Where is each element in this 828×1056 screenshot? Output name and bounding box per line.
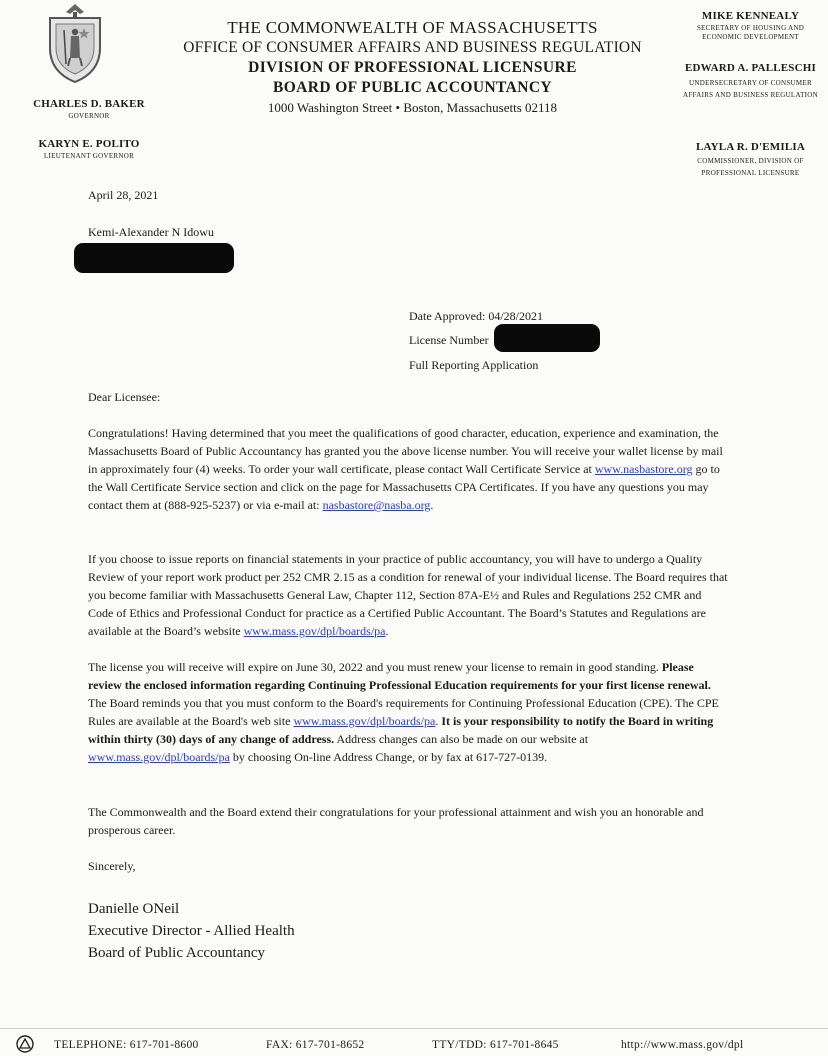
p3-period: . xyxy=(435,714,439,728)
signer-title: Executive Director - Allied Health xyxy=(88,923,295,939)
board-title: BOARD OF PUBLIC ACCOUNTANCY xyxy=(272,79,553,96)
redacted-address xyxy=(74,243,234,273)
board-website-link[interactable]: www.mass.gov/dpl/boards/pa xyxy=(243,624,386,638)
p4-text: The Commonwealth and the Board extend their congratulations for your professional attainment and wish you an honorable and prosperous career. xyxy=(88,805,704,837)
footer-telephone: TELEPHONE: 617-701-8600 xyxy=(54,1039,199,1051)
signer-name: Danielle ONeil xyxy=(88,901,180,917)
p2-end: . xyxy=(385,624,389,638)
commissioner-title: COMMISSIONER, DIVISION OF PROFESSIONAL LICENSURE xyxy=(697,157,804,177)
lieutenant-governor-block xyxy=(14,138,164,161)
p3-address-notice: It is your responsibility to notify the Board in writing within thirty (30) days of any change of address. xyxy=(88,714,714,746)
cpe-rules-link[interactable]: www.mass.gov/dpl/boards/pa xyxy=(293,714,436,728)
accessibility-icon xyxy=(16,1035,34,1053)
lieutenant-governor-name: KARYN E. POLITO xyxy=(38,138,140,150)
recipient-name: Kemi-Alexander N Idowu xyxy=(88,225,214,239)
signature-block xyxy=(88,898,295,964)
p3-fax-text: by choosing On-line Address Change, or by fax at 617-727-0139. xyxy=(229,750,548,764)
letter-date: April 28, 2021 xyxy=(88,188,159,202)
nasbastore-email-link[interactable]: nasbastore@nasba.org xyxy=(322,498,431,512)
secretary-title: SECRETARY OF HOUSING AND ECONOMIC DEVELOPMENT xyxy=(696,24,805,41)
undersecretary-name: EDWARD A. PALLESCHI xyxy=(684,62,817,74)
letterhead xyxy=(160,18,665,118)
p3-expiry-text: The license you will receive will expire on June 30, 2022 and you must renew your license to remain in good standing. xyxy=(88,660,659,674)
state-seal-icon xyxy=(44,2,106,84)
undersecretary-title: UNDERSECRETARY OF CONSUMER AFFAIRS AND BUSINESS REGULATION xyxy=(683,79,818,99)
secretary-block xyxy=(678,10,823,42)
paragraph-quality-review xyxy=(88,550,728,640)
p2-text: If you choose to issue reports on financial statements in your practice of public accountancy, you will have to undergo a Quality Review of your report work product per 252 CMR 2.15 as a condition for renewal of your individual license. The Board requires that you become familiar with Massachusetts General Law, Chapter 112, Section 87A-E½ and Rules and Regulations 252 CMR and Code of Ethics and Professional Conduct for practice as a Certified Public Accountant. The Board’s Statutes and Regulations are available at the Board’s website xyxy=(88,552,728,638)
commissioner-name: LAYLA R. D'EMILIA xyxy=(695,141,806,153)
undersecretary-block xyxy=(678,62,823,101)
closing-sincerely: Sincerely, xyxy=(88,859,136,873)
salutation: Dear Licensee: xyxy=(88,390,161,404)
governor-title: GOVERNOR xyxy=(68,112,110,120)
application-type: Full Reporting Application xyxy=(409,358,539,372)
p1-end: . xyxy=(430,498,434,512)
footer-website-link[interactable]: http://www.mass.gov/dpl xyxy=(621,1039,744,1051)
paragraph-renewal xyxy=(88,658,728,766)
date-approved: Date Approved: 04/28/2021 xyxy=(409,309,543,323)
address-change-link[interactable]: www.mass.gov/dpl/boards/pa xyxy=(88,750,230,764)
commissioner-block xyxy=(678,141,823,179)
secretary-name: MIKE KENNEALY xyxy=(701,10,800,22)
footer-fax: FAX: 617-701-8652 xyxy=(266,1039,365,1051)
governor-block xyxy=(14,98,164,121)
governor-name: CHARLES D. BAKER xyxy=(33,98,145,110)
p3-cpe-notice: Please review the enclosed information regarding Continuing Professional Education requirements for your first license renewal. xyxy=(88,660,711,692)
office-address: 1000 Washington Street • Boston, Massachusetts 02118 xyxy=(267,100,558,115)
p3-address-text: Address changes can also be made on our website at xyxy=(336,732,589,746)
license-number-label: License Number xyxy=(409,333,489,347)
office-title: OFFICE OF CONSUMER AFFAIRS AND BUSINESS REGULATION xyxy=(183,39,642,56)
paragraph-congratulations xyxy=(88,424,728,514)
p1-middle: go to the Wall Certificate Service section and click on the page for Massachusetts CPA Certificates. If you have any questions you may contact them at (888-925-5237) or via e-mail at: xyxy=(88,462,720,512)
letter-footer xyxy=(0,1028,828,1056)
footer-tty: TTY/TDD: 617-701-8645 xyxy=(432,1039,559,1051)
p3-cpe-text: The Board reminds you that you must conform to the Board's requirements for Continuing Professional Education (CPE). The CPE Rules are available at the Board's web site xyxy=(88,696,719,728)
signer-organization: Board of Public Accountancy xyxy=(88,945,266,961)
nasbastore-link[interactable]: www.nasbastore.org xyxy=(594,462,693,476)
division-title: DIVISION OF PROFESSIONAL LICENSURE xyxy=(248,59,577,76)
p1-text: Congratulations! Having determined that you meet the qualifications of good character, education, experience and examination, the Massachusetts Board of Public Accountancy has granted you the above license number. You will receive your wallet license by mail in approximately four (4) weeks. To order your wall certificate, please contact Wall Certificate Service at xyxy=(88,426,723,476)
lieutenant-governor-title: LIEUTENANT GOVERNOR xyxy=(43,152,135,160)
redacted-license-number xyxy=(494,324,600,352)
paragraph-closing xyxy=(88,803,728,839)
commonwealth-title: THE COMMONWEALTH OF MASSACHUSETTS xyxy=(227,18,598,37)
